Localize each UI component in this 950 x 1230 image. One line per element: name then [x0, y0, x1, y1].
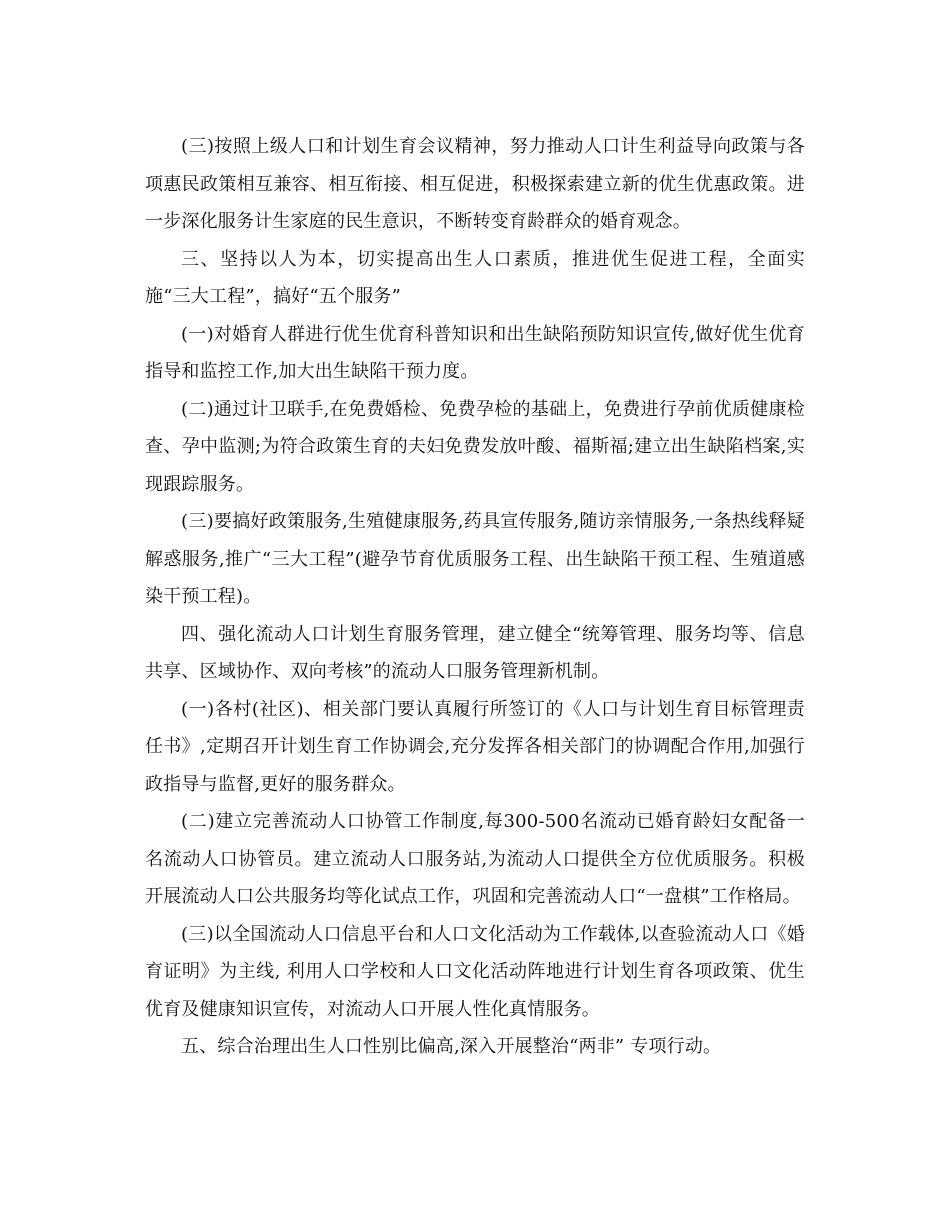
- document-body: [145, 128, 805, 1066]
- paragraph-4-2: (二)建立完善流动人口协管工作制度,每300-500名流动已婚育龄妇女配备一名流动人口协管员。建立流动人口服务站,为流动人口提供全方位优质服务。积极开展流动人口公共服务均等化试点工作，巩固和完善流动人口“一盘棋”工作格局。: [145, 811, 805, 907]
- paragraph-4-1: (一)各村(社区)、相关部门要认真履行所签订的《人口与计划生育目标管理责任书》,定期召开计划生育工作协调会,充分发挥各相关部门的协调配合作用,加强行政指导与监督,更好的服务群众。: [145, 698, 805, 795]
- section-heading-4: 四、强化流动人口计划生育服务管理，建立健全“统筹管理、服务均等、信息共享、区域协作、双向考核”的流动人口服务管理新机制。: [145, 623, 805, 682]
- paragraph-3-3b: (三)要搞好政策服务,生殖健康服务,药具宣传服务,随访亲情服务,一条热线释疑解惑服务,推广“三大工程”(避孕节育优质服务工程、出生缺陷干预工程、生殖道感染干预工程)。: [145, 511, 805, 607]
- section-heading-3: 三、坚持以人为本，切实提高出生人口素质，推进优生促进工程，全面实施“三大工程”，搞好“五个服务”: [145, 248, 805, 307]
- paragraph-3-1: (一)对婚育人群进行优生优育科普知识和出生缺陷预防知识宣传,做好优生优育指导和监控工作,加大出生缺陷干预力度。: [145, 323, 805, 382]
- paragraph-3-2: (二)通过计卫联手,在免费婚检、免费孕检的基础上，免费进行孕前优质健康检查、孕中监测;为符合政策生育的夫妇免费发放叶酸、福斯福;建立出生缺陷档案,实现跟踪服务。: [145, 398, 805, 495]
- paragraph-3-3: (三)按照上级人口和计划生育会议精神，努力推动人口计生利益导向政策与各项惠民政策相互兼容、相互衔接、相互促进，积极探索建立新的优生优惠政策。进一步深化服务计生家庭的民生意识，不断转变育龄群众的婚育观念。: [145, 136, 805, 232]
- paragraph-4-3: (三)以全国流动人口信息平台和人口文化活动为工作载体,以查验流动人口《婚育证明》为主线, 利用人口学校和人口文化活动阵地进行计划生育各项政策、优生优育及健康知识宣传，对流动人口开展人性化真情服务。: [145, 923, 805, 1020]
- section-heading-5: 五、综合治理出生人口性别比偏高,深入开展整治“两非” 专项行动。: [181, 1036, 722, 1057]
